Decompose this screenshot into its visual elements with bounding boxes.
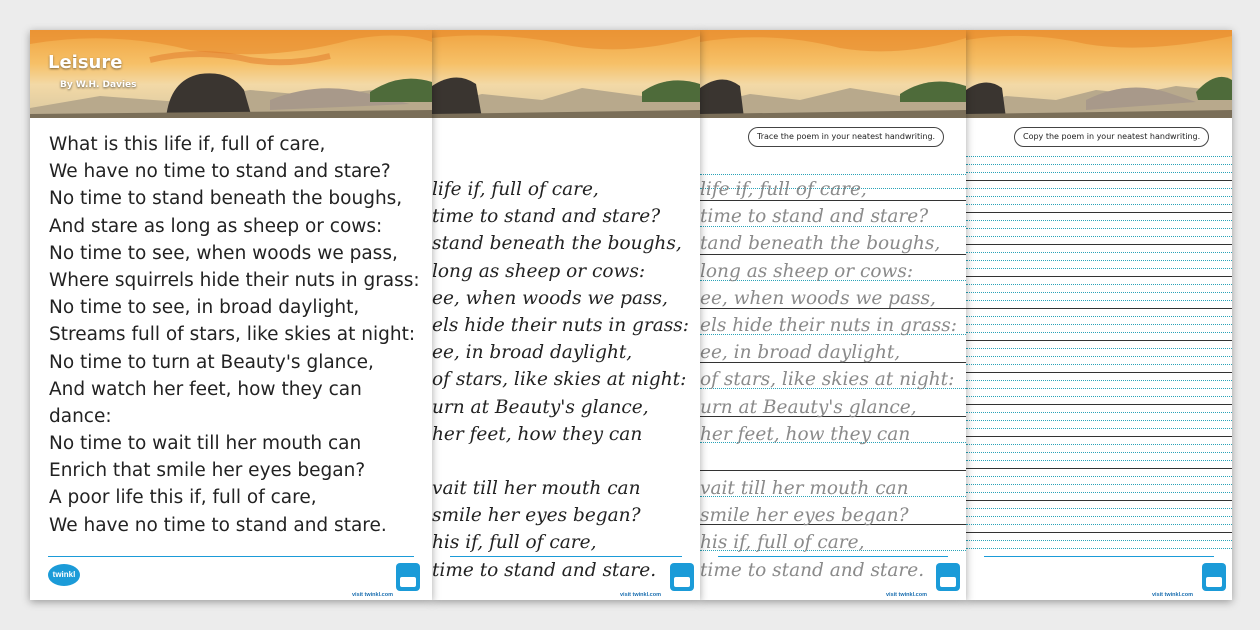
poem-line: his if, full of care, bbox=[432, 532, 597, 554]
poem-line: stand beneath the boughs, bbox=[432, 233, 682, 255]
landscape-illustration bbox=[700, 30, 966, 118]
worksheet-cursive bbox=[432, 30, 700, 600]
footer-url[interactable]: visit twinkl.com bbox=[1152, 592, 1193, 598]
twinkl-badge-icon bbox=[670, 563, 694, 591]
poem-line: time to stand and stare? bbox=[700, 206, 929, 228]
twinkl-logo[interactable]: twinkl bbox=[48, 564, 80, 586]
footer-divider bbox=[718, 556, 948, 557]
footer-divider bbox=[48, 556, 414, 557]
poem-line: of stars, like skies at night: bbox=[700, 369, 955, 391]
footer-url[interactable]: visit twinkl.com bbox=[886, 592, 927, 598]
poem-line: Enrich that smile her eyes began? bbox=[49, 460, 366, 482]
poem-line: A poor life this if, full of care, bbox=[49, 487, 317, 509]
poem-line: We have no time to stand and stare. bbox=[49, 514, 387, 536]
poem-line: long as sheep or cows: bbox=[432, 260, 646, 282]
poem-line: ee, when woods we pass, bbox=[432, 287, 668, 309]
footer-url[interactable]: visit twinkl.com bbox=[352, 592, 393, 598]
poem-line: ee, when woods we pass, bbox=[700, 287, 936, 309]
copy-instruction: Copy the poem in your neatest handwriting. bbox=[1014, 127, 1209, 147]
footer-divider bbox=[450, 556, 682, 557]
twinkl-badge-icon bbox=[936, 563, 960, 591]
poem-author: By W.H. Davies bbox=[60, 80, 137, 90]
trace-poem bbox=[700, 176, 957, 584]
poem-line: And stare as long as sheep or cows: bbox=[49, 215, 383, 237]
landscape-illustration bbox=[30, 30, 432, 118]
poem-line: tand beneath the boughs, bbox=[700, 233, 941, 255]
sunset-banner bbox=[966, 30, 1232, 118]
poem-line: No time to wait till her mouth can bbox=[49, 433, 362, 455]
poem-line: Streams full of stars, like skies at night: bbox=[49, 324, 416, 346]
poem-line: ee, in broad daylight, bbox=[700, 342, 901, 364]
poem-line: We have no time to stand and stare? bbox=[49, 161, 391, 183]
poem-line: urn at Beauty's glance, bbox=[700, 396, 917, 418]
worksheet-poem bbox=[30, 30, 432, 600]
poem-line: No time to stand beneath the boughs, bbox=[49, 188, 403, 210]
poem-line: long as sheep or cows: bbox=[700, 260, 914, 282]
landscape-illustration bbox=[432, 30, 700, 118]
poem-line: time to stand and stare. bbox=[432, 559, 657, 581]
poem-line: smile her eyes began? bbox=[700, 505, 909, 527]
poem-line: time to stand and stare? bbox=[432, 206, 661, 228]
poem-line: els hide their nuts in grass: bbox=[700, 314, 957, 336]
poem-line: smile her eyes began? bbox=[432, 505, 641, 527]
poem-line bbox=[700, 448, 957, 475]
poem-line: No time to see, in broad daylight, bbox=[49, 297, 360, 319]
worksheet-copy bbox=[966, 30, 1232, 600]
poem-line: her feet, how they can bbox=[700, 423, 911, 445]
worksheet-trace bbox=[700, 30, 966, 600]
poem-line: his if, full of care, bbox=[700, 532, 865, 554]
poem-line: And watch her feet, how they can bbox=[49, 378, 362, 400]
poem-line: vait till her mouth can bbox=[700, 478, 909, 500]
poem-line: urn at Beauty's glance, bbox=[432, 396, 649, 418]
twinkl-badge-icon bbox=[396, 563, 420, 591]
sunset-banner bbox=[700, 30, 966, 118]
landscape-illustration bbox=[966, 30, 1232, 118]
poem-title: Leisure bbox=[48, 52, 123, 73]
sunset-banner bbox=[432, 30, 700, 118]
poem-line: What is this life if, full of care, bbox=[49, 134, 326, 155]
poem-line: life if, full of care, bbox=[432, 179, 599, 200]
cursive-poem bbox=[432, 176, 689, 584]
poem-line: her feet, how they can bbox=[432, 423, 643, 445]
poem-line: dance: bbox=[49, 405, 112, 427]
poem-line bbox=[432, 448, 689, 475]
footer-url[interactable]: visit twinkl.com bbox=[620, 592, 661, 598]
poem-line: No time to turn at Beauty's glance, bbox=[49, 351, 374, 373]
sunset-banner bbox=[30, 30, 432, 118]
poem-line: ee, in broad daylight, bbox=[432, 342, 633, 364]
trace-instruction: Trace the poem in your neatest handwriting. bbox=[748, 127, 944, 147]
poem-line: No time to see, when woods we pass, bbox=[49, 242, 398, 264]
poem-line: Where squirrels hide their nuts in grass: bbox=[49, 269, 420, 291]
footer-divider bbox=[984, 556, 1214, 557]
poem-line: of stars, like skies at night: bbox=[432, 369, 687, 391]
poem-line: els hide their nuts in grass: bbox=[432, 314, 689, 336]
twinkl-badge-icon bbox=[1202, 563, 1226, 591]
poem-line: time to stand and stare. bbox=[700, 559, 925, 581]
poem-line: vait till her mouth can bbox=[432, 478, 641, 500]
poem-line: life if, full of care, bbox=[700, 179, 867, 200]
poem-text bbox=[49, 131, 420, 539]
